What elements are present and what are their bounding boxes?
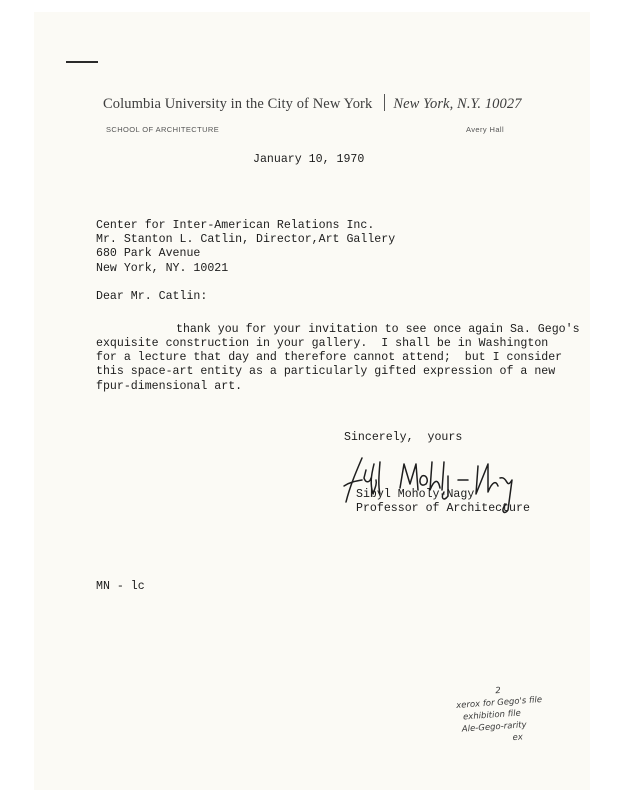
body-line: fpur-dimensional art. xyxy=(96,379,243,393)
letterhead xyxy=(103,94,523,113)
body-line: this space-art entity as a particularly gifted expression of a new xyxy=(96,365,556,379)
recipient-line: Center for Inter-American Relations Inc. xyxy=(96,219,375,232)
body-line: exquisite construction in your gallery. I shall be in Washington xyxy=(96,337,549,350)
typist-initials: MN - lc xyxy=(96,580,145,593)
signer-title: Professor of Architecture xyxy=(356,502,530,515)
letter-date: January 10, 1970 xyxy=(253,153,365,166)
top-margin-mark xyxy=(66,61,98,63)
recipient-line: 680 Park Avenue xyxy=(96,247,201,261)
letter-body xyxy=(96,337,562,394)
letterhead-address: New York, N.Y. 10027 xyxy=(393,96,522,112)
note-line: xerox for Gego's file xyxy=(455,694,543,711)
recipient-address xyxy=(96,219,395,276)
body-line: for a lecture that day and therefore cannot attend; but I consider xyxy=(96,351,563,365)
signer-name: Sibyl Moholy-Nagy xyxy=(356,488,475,501)
note-line: 2 xyxy=(494,685,502,697)
note-line: Ale-Gego-rarity xyxy=(461,720,527,735)
handwritten-note xyxy=(455,682,545,748)
body-line-first: thank you for your invitation to see once again Sa. Gego's xyxy=(176,323,580,336)
closing: Sincerely, yours xyxy=(344,431,463,444)
letterhead-divider xyxy=(384,94,385,111)
letterhead-building: Avery Hall xyxy=(466,125,505,134)
note-line: ex xyxy=(512,732,524,744)
letterhead-department: SCHOOL OF ARCHITECTURE xyxy=(106,125,220,134)
note-line: exhibition file xyxy=(462,708,522,723)
letterhead-institution: Columbia University in the City of New York xyxy=(103,96,373,112)
recipient-line: New York, NY. 10021 xyxy=(96,261,229,275)
recipient-line: Mr. Stanton L. Catlin, Director,Art Gallery xyxy=(96,233,396,247)
salutation: Dear Mr. Catlin: xyxy=(96,290,208,303)
